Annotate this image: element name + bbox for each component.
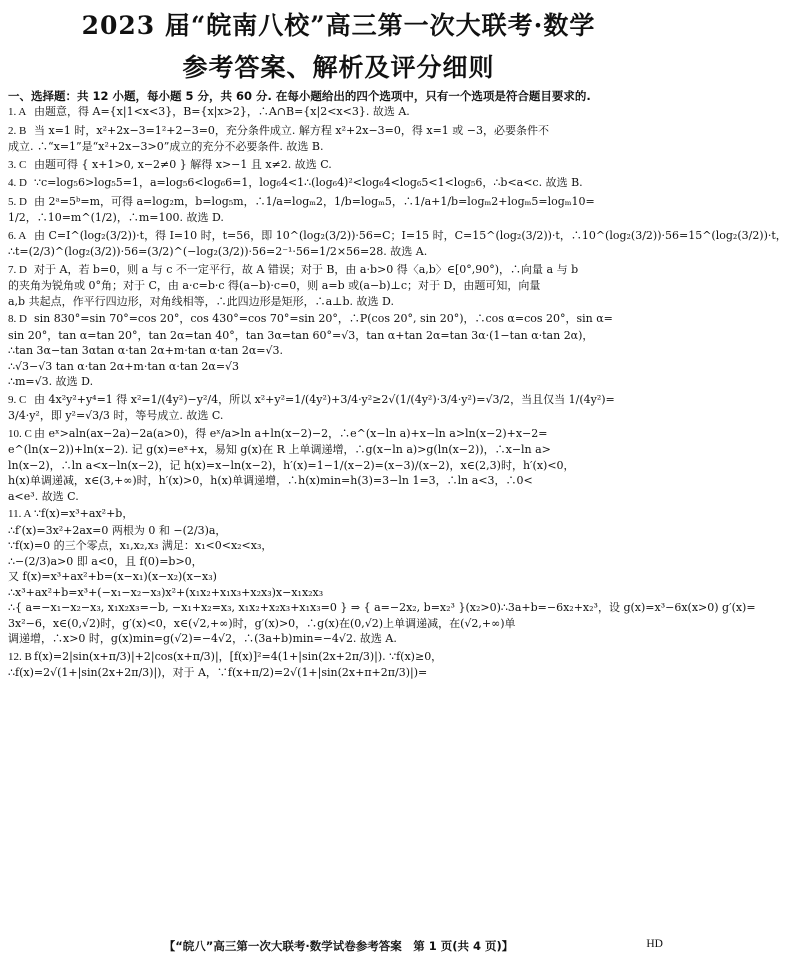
answer-text: h(x)单调递减，x∈(3,+∞)时，h′(x)>0，h(x)单调递增，∴h(x)min=h(3)=3−ln 1=3，∴ln a<3，∴0<: [8, 474, 533, 487]
answer-line: [8, 458, 668, 474]
answer-text: sin 830°=sin 70°=cos 20°，cos 430°=cos 70°=sin 20°，∴P(cos 20°, sin 20°)，∴cos α=cos 20°，sin α=: [34, 312, 613, 325]
answer-line: [8, 104, 668, 121]
answer-text: 又 f(x)=x³+ax²+b=(x−x₁)(x−x₂)(x−x₃): [8, 570, 217, 583]
answer-line: [8, 665, 668, 681]
answer-line: [8, 311, 668, 328]
answer-line: [8, 408, 668, 424]
answer-line: [8, 343, 668, 359]
answer-text: e^(ln(x−2))+ln(x−2). 记 g(x)=eˣ+x，易知 g(x)在 R 上单调递增，∴g(x−ln a)>g(ln(x−2))，∴x−ln a>: [8, 443, 551, 456]
answer-text: sin 20°，tan α=tan 20°，tan 2α=tan 40°，tan 3α=tan 60°=√3，tan α+tan 2α=tan 3α·(1−tan α·tan 2α)，: [8, 328, 594, 342]
answer-line: [8, 244, 668, 260]
answer-number: 4. D: [8, 177, 27, 189]
answer-number: 1. A: [8, 106, 27, 118]
answer-text: ∴t=(2/3)^(log₂(3/2))·56=(3/2)^(−log₂(3/2))·56=2⁻¹·56=1/2×56=28. 故选 A.: [8, 245, 428, 258]
answer-item: [8, 104, 668, 121]
answer-text: 3/4·y²，即 y²=√3/3 时，等号成立. 故选 C.: [8, 409, 224, 422]
answer-number: 2. B: [8, 124, 27, 137]
answer-line: [8, 359, 668, 375]
answer-line: [8, 278, 668, 294]
answer-text: 当 x=1 时，x²+2x−3=1²+2−3=0，充分条件成立. 解方程 x²+2x−3=0，得 x=1 或 −3，必要条件不: [34, 123, 550, 137]
answer-line: [8, 392, 668, 409]
answer-text: 由 4x²y²+y⁴=1 得 x²=1/(4y²)−y²/4，所以 x²+y²=1/(4y²)+3/4·y²≥2√(1/(4y²)·3/4·y²)=√3/2，当且仅当 1/(4y²)=: [34, 392, 615, 406]
answer-line: [8, 262, 668, 279]
answer-list: [8, 104, 787, 683]
page-title: 2023 届“皖南八校”高三第一次大联考·数学: [81, 11, 596, 40]
answer-item: [8, 123, 668, 155]
answer-text: ∴−(2/3)a>0 即 a<0，且 f(0)=b>0，: [8, 554, 203, 568]
answer-text: ∴{ a=−x₁−x₂−x₃, x₁x₂x₃=−b, −x₁+x₂=x₃, x₁x₂+x₂x₃+x₁x₃=0 } ⇒ { a=−2x₂, b=x₂³ }(x₂>0)∴3a+b=−6x₂+x₂³，设 g(x)=x³−6x(x>0) g′(x)=: [8, 601, 756, 614]
answer-text: 由题意，得 A={x|1<x<3}，B={x|x>2}，∴A∩B={x|2<x<3}. 故选 A.: [34, 105, 410, 118]
answer-line: [8, 157, 668, 174]
answer-text: ∴f(x)=2√(1+|sin(2x+2π/3)|)，对于 A，∵f(x+π/2)=2√(1+|sin(2x+π+2π/3)|)=: [8, 666, 428, 679]
answer-line: [8, 616, 668, 632]
answer-number: 3. C: [8, 158, 27, 171]
answer-text: ∵f(x)=x³+ax²+b，: [34, 507, 134, 520]
page-footer: 【“皖八”高三第一次大联考·数学试卷参考答案 第 1 页(共 4 页)】: [163, 939, 514, 953]
answer-number: 5. D: [8, 195, 27, 208]
answer-text: a<e³. 故选 C.: [8, 489, 79, 503]
answer-text: ∴tan 3α−tan 3αtan α·tan 2α+m·tan α·tan 2α=√3.: [8, 344, 283, 357]
answer-item: [8, 311, 668, 390]
answer-item: [8, 426, 668, 505]
answer-line: [8, 523, 668, 539]
answer-item: [8, 392, 668, 424]
answer-text: 成立. ∴“x=1”是“x²+2x−3>0”成立的充分不必要条件. 故选 B.: [8, 140, 324, 153]
answer-text: 调递增，∴x>0 时，g(x)min=g(√2)=−4√2，∴(3a+b)min=−4√2. 故选 A.: [8, 632, 397, 645]
answer-line: [8, 489, 668, 505]
answer-number: 8. D: [8, 313, 27, 325]
footer-code: HD: [646, 938, 663, 950]
answer-text: 由 eˣ>aln(ax−2a)−2a(a>0)，得 eˣ/a>ln a+ln(x−2)−2，∴e^(x−ln a)+x−ln a>ln(x−2)+x−2=: [34, 426, 548, 440]
answer-line: [8, 585, 668, 601]
answer-text: ln(x−2)，∴ln a<x−ln(x−2)，记 h(x)=x−ln(x−2)，h′(x)=1−1/(x−2)=(x−3)/(x−2)，x∈(2,3)时，h′(x)<0，: [8, 458, 575, 472]
answer-line: [8, 210, 668, 226]
answer-number: 12. B: [8, 650, 32, 663]
answer-text: ∴f′(x)=3x²+2ax=0 两根为 0 和 −(2/3)a，: [8, 523, 227, 537]
answer-line: [8, 569, 668, 585]
answer-item: [8, 228, 787, 260]
answer-line: [8, 538, 668, 554]
answer-text: 由 C=I^(log₂(3/2))·t，得 I=10 时，t=56，即 10^(log₂(3/2))·56=C；I=15 时，C=15^(log₂(3/2))·t，∴10^(log₂(3/2))·56=15^(log₂(3/2))·t，: [34, 228, 787, 242]
answer-item: [8, 262, 668, 310]
answer-line: [8, 631, 668, 647]
page-subtitle: 参考答案、解析及评分细则: [182, 53, 495, 82]
answer-text: 3x²−6，x∈(0,√2)时，g′(x)<0，x∈(√2,+∞)时，g′(x)>0，∴g(x)在(0,√2)上单调递减，在(√2,+∞)单: [8, 616, 516, 630]
answer-line: [8, 374, 668, 390]
answer-line: [8, 175, 668, 192]
answer-line: [8, 554, 668, 570]
answer-number: 9. C: [8, 393, 27, 406]
answer-line: [8, 600, 756, 616]
answer-line: [8, 442, 668, 458]
answer-text: 1/2，∴10=m^(1/2)，∴m=100. 故选 D.: [8, 211, 224, 224]
answer-line: [8, 473, 668, 489]
answer-number: 6. A: [8, 229, 27, 242]
answer-text: ∵f(x)=0 的三个零点，x₁,x₂,x₃ 满足：x₁<0<x₂<x₃，: [8, 539, 273, 552]
answer-text: a,b 共起点，作平行四边形，对角线相等，∴此四边形是矩形，∴a⊥b. 故选 D.: [8, 294, 394, 308]
answer-text: ∴x³+ax²+b=x³+(−x₁−x₂−x₃)x²+(x₁x₂+x₁x₃+x₂x₃)x−x₁x₂x₃: [8, 585, 324, 599]
answer-item: [8, 194, 668, 226]
section-header: 一、选择题：共 12 小题，每小题 5 分，共 60 分. 在每小题给出的四个选项中，只有一个选项是符合题目要求的.: [8, 89, 591, 103]
answer-text: f(x)=2|sin(x+π/3)|+2|cos(x+π/3)|，[f(x)]²=4(1+|sin(2x+2π/3)|). ∵f(x)≥0，: [34, 649, 443, 663]
answer-line: [8, 328, 668, 344]
answer-number: 10. C: [8, 427, 32, 440]
answer-number: 11. A: [8, 508, 32, 520]
answer-text: ∴m=√3. 故选 D.: [8, 375, 94, 388]
answer-text: ∵c=log₅6>log₅5=1，a=log₅6<log₆6=1，log₆4<1∴(log₆4)²<log₆4<log₆5<1<log₅6，∴b<a<c. 故选 B.: [34, 176, 583, 189]
answer-line: [8, 139, 668, 155]
answer-text: 的夹角为锐角或 0°角；对于 C，由 a·c=b·c 得(a−b)·c=0，则 a=b 或(a−b)⊥c；对于 D，由题可知，向量: [8, 279, 541, 292]
answer-line: [8, 194, 668, 211]
answer-line: [8, 294, 668, 310]
answer-item: [8, 649, 668, 681]
answer-text: 由 2ᵃ=5ᵇ=m，可得 a=log₂m，b=log₅m，∴1/a=logₘ2，1/b=logₘ5，∴1/a+1/b=logₘ2+logₘ5=logₘ10=: [34, 194, 595, 208]
answer-line: [8, 123, 668, 140]
answer-item: [8, 175, 668, 192]
answer-item: [8, 506, 756, 647]
answer-item: [8, 157, 668, 174]
answer-line: [8, 228, 787, 245]
answer-text: 对于 A，若 b=0，则 a 与 c 不一定平行，故 A 错误；对于 B，由 a·b>0 得〈a,b〉∈[0°,90°)，∴向量 a 与 b: [34, 262, 579, 276]
answer-line: [8, 649, 668, 666]
answer-line: [8, 426, 668, 443]
answer-number: 7. D: [8, 263, 27, 276]
answer-text: 由题可得 { x+1>0, x−2≠0 } 解得 x>−1 且 x≠2. 故选 C.: [34, 157, 332, 171]
answer-line: [8, 506, 668, 523]
answer-text: ∴√3−√3 tan α·tan 2α+m·tan α·tan 2α=√3: [8, 359, 240, 373]
